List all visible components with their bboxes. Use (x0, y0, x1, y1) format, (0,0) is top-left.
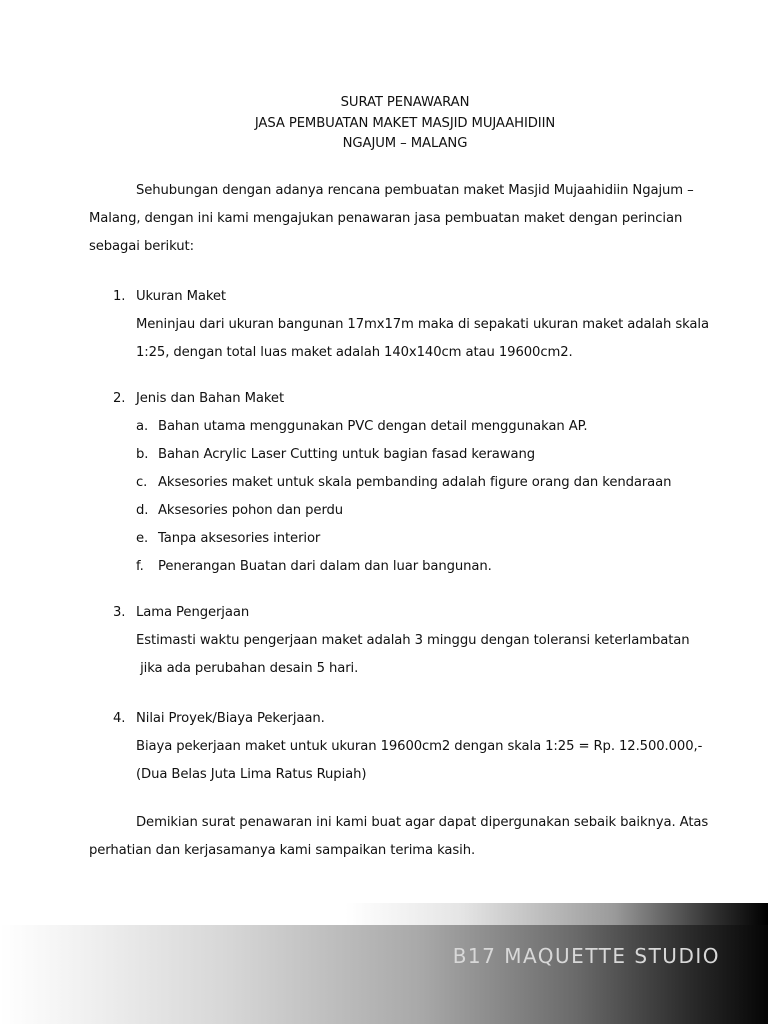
item-2c-letter: c. (136, 475, 148, 490)
item-1-number: 1. (113, 289, 126, 304)
item-1-line-1: Meninjau dari ukuran bangunan 17mx17m maka di sepakati ukuran maket adalah skala (136, 317, 709, 332)
footer-band-highlight (0, 903, 768, 925)
item-3-line-1: Estimasti waktu pengerjaan maket adalah 3 minggu dengan toleransi keterlambatan (136, 633, 690, 648)
intro-line-1: Sehubungan dengan adanya rencana pembuatan maket Masjid Mujaahidiin Ngajum – (136, 183, 694, 198)
intro-line-3: sebagai berikut: (89, 239, 194, 254)
item-2b-text: Bahan Acrylic Laser Cutting untuk bagian fasad kerawang (158, 447, 535, 462)
closing-line-1: Demikian surat penawaran ini kami buat agar dapat dipergunakan sebaik baiknya. Atas (136, 815, 709, 830)
item-2f-text: Penerangan Buatan dari dalam dan luar bangunan. (158, 559, 492, 574)
closing-line-2: perhatian dan kerjasamanya kami sampaikan terima kasih. (89, 843, 476, 858)
item-3-title: Lama Pengerjaan (136, 605, 250, 620)
studio-brand-name: B17 MAQUETTE STUDIO (452, 944, 720, 968)
item-4-line-1: Biaya pekerjaan maket untuk ukuran 19600cm2 dengan skala 1:25 = Rp. 12.500.000,- (136, 739, 703, 754)
item-2a-text: Bahan utama menggunakan PVC dengan detail menggunakan AP. (158, 419, 588, 434)
item-2e-text: Tanpa aksesories interior (158, 531, 321, 546)
item-4-line-2: (Dua Belas Juta Lima Ratus Rupiah) (136, 767, 367, 782)
item-2-number: 2. (113, 391, 126, 406)
letter-title: SURAT PENAWARAN (340, 95, 470, 110)
intro-line-2: Malang, dengan ini kami mengajukan penawaran jasa pembuatan maket dengan perincian (89, 211, 683, 226)
item-2b-letter: b. (136, 447, 149, 462)
item-2a-letter: a. (136, 419, 149, 434)
item-1-line-2: 1:25, dengan total luas maket adalah 140x140cm atau 19600cm2. (136, 345, 573, 360)
item-3-line-2: jika ada perubahan desain 5 hari. (136, 661, 359, 676)
item-3-number: 3. (113, 605, 126, 620)
item-2d-text: Aksesories pohon dan perdu (158, 503, 344, 518)
item-2c-text: Aksesories maket untuk skala pembanding adalah figure orang dan kendaraan (158, 475, 672, 490)
letter-location: NGAJUM – MALANG (342, 136, 468, 151)
letter-subtitle: JASA PEMBUATAN MAKET MASJID MUJAAHIDIIN (254, 116, 556, 131)
item-4-title: Nilai Proyek/Biaya Pekerjaan. (136, 711, 325, 726)
item-4-number: 4. (113, 711, 126, 726)
item-1-title: Ukuran Maket (136, 289, 227, 304)
item-2f-letter: f. (136, 559, 144, 574)
item-2e-letter: e. (136, 531, 149, 546)
item-2d-letter: d. (136, 503, 149, 518)
item-2-title: Jenis dan Bahan Maket (136, 391, 285, 406)
